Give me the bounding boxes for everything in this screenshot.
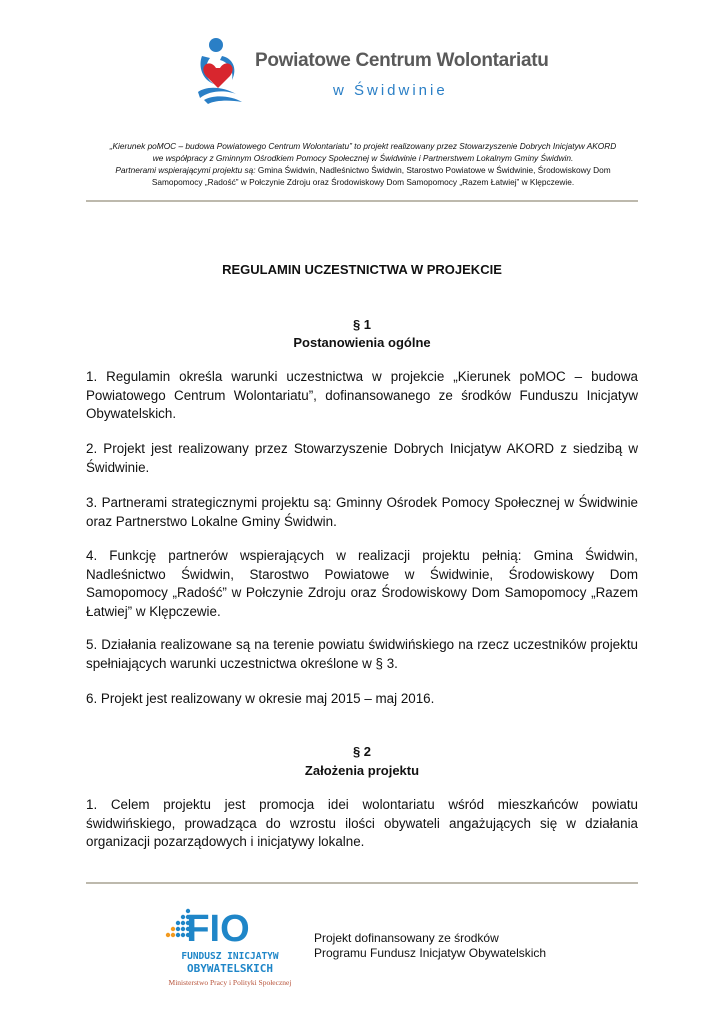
- volunteer-figure-icon: [192, 36, 252, 108]
- fio-ministry: Ministerstwo Pracy i Polityki Społecznej: [168, 978, 292, 987]
- section-2-title: Założenia projektu: [304, 763, 420, 778]
- info-line-3-label: Partnerami wspierającymi projektu są:: [115, 165, 256, 175]
- section-1-paragraph-5: 5. Działania realizowane są na terenie powiatu świdwińskiego na rzecz uczestników projektu spełniających warunki uczestnictwa określone w § 3.: [86, 637, 638, 671]
- section-1-paragraph-3: 3. Partnerami strategicznymi projektu są: Gminny Ośrodek Pomocy Społecznej w Świdwinie oraz Partnerstwo Lokalne Gminy Świdwin.: [86, 495, 638, 529]
- fio-logo: [160, 903, 300, 993]
- funding-note: [314, 931, 546, 961]
- section-1-paragraph-6: 6. Projekt jest realizowany w okresie maj 2015 – maj 2016.: [86, 691, 435, 706]
- org-subtitle: w Świdwinie: [333, 82, 448, 99]
- section-1-paragraph-1: 1. Regulamin określa warunki uczestnictwa w projekcie „Kierunek poMOC – budowa Powiatowego Centrum Wolontariatu”, dofinansowanego ze środków Funduszu Inicjatyw Obywatelskich.: [86, 369, 638, 421]
- info-line-3: [86, 164, 640, 176]
- document-title: REGULAMIN UCZESTNICTWA W PROJEKCIE: [222, 262, 502, 277]
- fio-logo-text: FIO: [186, 908, 250, 950]
- header-divider: [86, 200, 638, 202]
- fio-name-line-2: OBYWATELSKICH: [186, 962, 274, 975]
- info-line-3-rest: Gmina Świdwin, Nadleśnictwo Świdwin, Starostwo Powiatowe w Świdwinie, Środowiskowy Dom: [255, 165, 611, 175]
- funding-line-1: Projekt dofinansowany ze środków: [314, 931, 499, 945]
- project-info: [86, 140, 640, 188]
- info-line-1: „Kierunek poMOC – budowa Powiatowego Centrum Wolontariatu” to projekt realizowany przez Stowarzyszenie Dobrych Inicjatyw AKORD: [109, 141, 617, 151]
- section-1-number: § 1: [352, 317, 372, 332]
- section-2-paragraph-1: 1. Celem projektu jest promocja idei wolontariatu wśród mieszkańców powiatu świdwińskiego, prowadząca do wzrostu ilości obywateli angażujących się w działania organizacji pozarządowych i inicjatywy lokalne.: [86, 797, 638, 849]
- section-2-number: § 2: [352, 744, 372, 759]
- fio-name-line-1: FUNDUSZ INICJATYW: [181, 951, 279, 962]
- info-line-2: we współpracy z Gminnym Ośrodkiem Pomocy Społecznej w Świdwinie i Partnerstwem Lokalnym Gminy Świdwin.: [152, 153, 574, 163]
- pcw-logo: [192, 36, 552, 108]
- org-title: Powiatowe Centrum Wolontariatu: [255, 50, 549, 71]
- funding-line-2: Programu Fundusz Inicjatyw Obywatelskich: [314, 946, 547, 960]
- footer-divider: [86, 882, 638, 884]
- section-1-title: Postanowienia ogólne: [293, 335, 431, 350]
- section-1-paragraph-2: 2. Projekt jest realizowany przez Stowarzyszenie Dobrych Inicjatyw AKORD z siedzibą w Świdwinie.: [86, 441, 638, 475]
- section-1-paragraph-4: 4. Funkcję partnerów wspierających w realizacji projektu pełnią: Gmina Świdwin, Nadleśnictwo Świdwin, Starostwo Powiatowe w Świdwinie, Środowiskowy Dom Samopomocy „Radość” w Połczynie Zdroju oraz Środowiskowy Dom Samopomocy „Razem Łatwiej” w Klępczewie.: [86, 548, 638, 619]
- info-line-4: Samopomocy „Radość” w Połczynie Zdroju oraz Środowiskowy Dom Samopomocy „Razem Łatwiej” w Klępczewie.: [151, 177, 575, 187]
